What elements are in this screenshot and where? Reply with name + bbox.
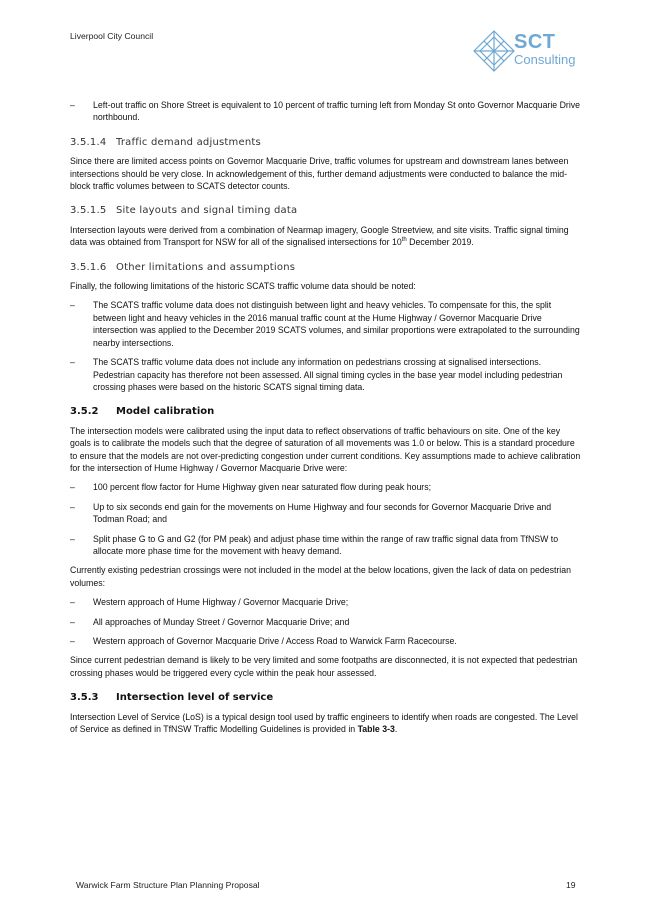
heading-352: 3.5.2 Model calibration	[70, 406, 215, 418]
heading-3515: 3.5.1.5 Site layouts and signal timing data	[70, 205, 298, 217]
logo-subtitle: Consulting	[514, 52, 576, 67]
logo-diamond-icon	[472, 29, 516, 73]
header-organisation: Liverpool City Council	[70, 31, 154, 41]
footer-title: Warwick Farm Structure Plan Planning Proposal	[76, 880, 260, 890]
list-item: – The SCATS traffic volume data does not include any information on pedestrians crossing at signalised intersections. Pedestrian capacity has therefore not been assessed. All signal timing cycles in the base year model including pedestrian crossing phases were based on the historic SCATS signal timing data.	[70, 357, 563, 392]
list-item: – Up to six seconds end gain for the movements on Hume Highway and four seconds for Governor Macquarie Drive and Todman Road; and	[70, 501, 552, 525]
list-item: – Western approach of Hume Highway / Governor Macquarie Drive;	[70, 597, 349, 608]
paragraph: Since current pedestrian demand is likely to be very limited and some footpaths are disconnected, it is not expected that pedestrian crossing phases would be triggered every cycle within the peak hour assessed.	[70, 655, 578, 678]
sct-consulting-logo	[472, 27, 590, 75]
list-item: – 100 percent flow factor for Hume Highway given near saturated flow during peak hours;	[70, 482, 432, 493]
heading-3516: 3.5.1.6 Other limitations and assumptions	[70, 261, 296, 273]
paragraph: Intersection layouts were derived from a combination of Nearmap imagery, Google Streetview, and site visits. Traffic signal timing data was obtained from Transport for NSW for all of the signalised intersections for 10th December 2019.	[70, 224, 569, 248]
logo-word: SCT	[514, 31, 556, 53]
list-item: – All approaches of Munday Street / Governor Macquarie Drive; and	[70, 616, 350, 627]
body-content	[70, 99, 582, 742]
list-item	[70, 99, 582, 124]
table-reference-link[interactable]: Table 3-3	[357, 724, 395, 735]
heading-353: 3.5.3 Intersection level of service	[70, 692, 274, 704]
heading-3514: 3.5.1.4 Traffic demand adjustments	[70, 136, 261, 148]
paragraph: Finally, the following limitations of the historic SCATS traffic volume data should be noted:	[70, 281, 416, 292]
list-item: – Split phase G to G and G2 (for PM peak) and adjust phase time within the range of raw traffic signal data from TfNSW to allocate more phase time for the movement with heavy demand.	[70, 533, 559, 556]
page-number: 19	[566, 880, 576, 890]
bullet-dash: –	[70, 100, 75, 110]
paragraph: Currently existing pedestrian crossings were not included in the model at the below locations, given the lack of data on pedestrian volumes:	[70, 565, 571, 588]
list-item: – The SCATS traffic volume data does not distinguish between light and heavy vehicles. To compensate for this, the split between light and heavy vehicles in the 2016 manual traffic count at the Hume Highway / Governor Macquarie Drive intersection was applied to the December 2019 SCATS volumes, and similar proportions were extrapolated to the surrounding nearby intersections.	[70, 300, 580, 348]
bullet-text: Left-out traffic on Shore Street is equivalent to 10 percent of traffic turning left from Monday St onto Governor Macquarie Drive northbound.	[93, 100, 581, 123]
paragraph: The intersection models were calibrated using the input data to reflect observations of traffic behaviours on site. One of the key goals is to calibrate the models such that the degree of saturation of all movements was 1.0 or below. This is a standard procedure to ensure that the models are not over-predicting congestion under current conditions. Key assumptions made to achieve calibration for the intersection of Hume Highway / Governor Macquarie Drive were:	[70, 425, 581, 473]
list-item: – Western approach of Governor Macquarie Drive / Access Road to Warwick Farm Racecourse.	[70, 636, 457, 646]
paragraph: Intersection Level of Service (LoS) is a typical design tool used by traffic engineers to identify when roads are congested. The Level of Service as defined in TfNSW Traffic Modelling Guidelines is provided in Table 3-3.	[70, 711, 578, 735]
paragraph: Since there are limited access points on Governor Macquarie Drive, traffic volumes for upstream and downstream lanes between intersections should be very close. In acknowledgement of this, further demand adjustments were conducted to balance the mid-block traffic volumes between to SCATS detector counts.	[70, 156, 569, 192]
